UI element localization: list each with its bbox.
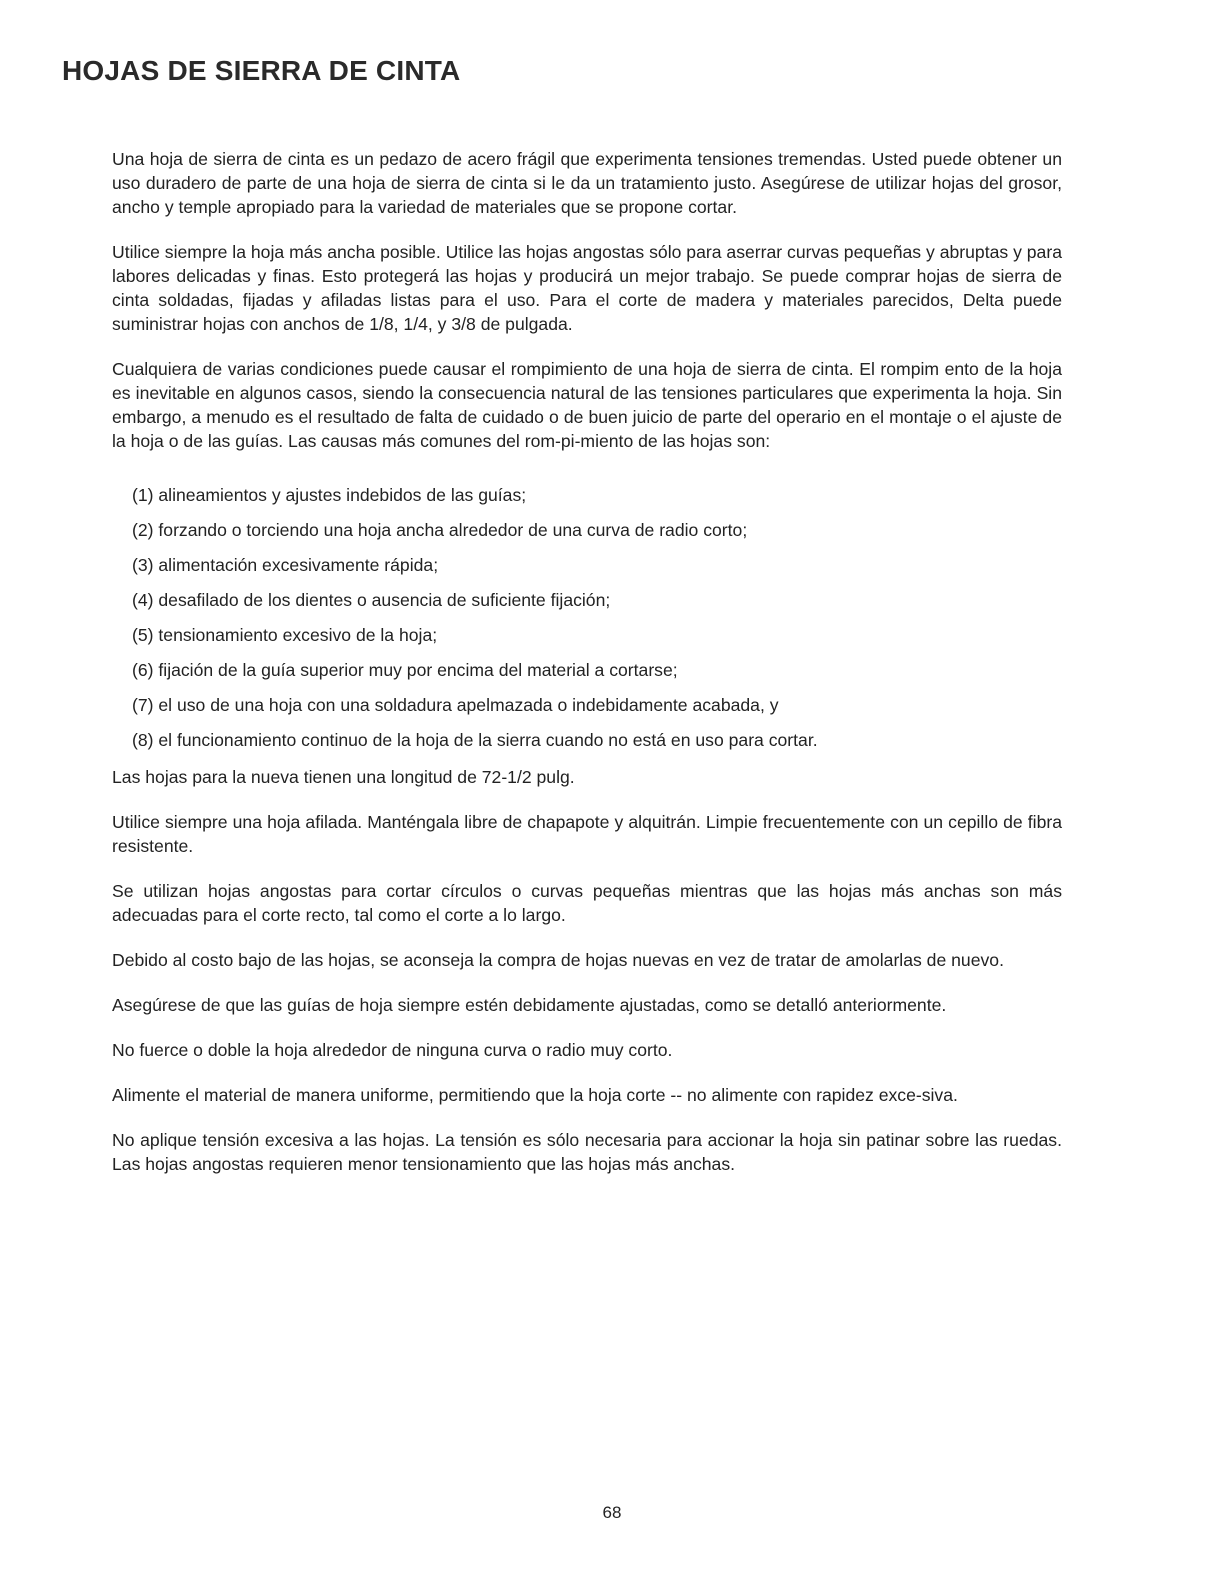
paragraph-intro-3: Cualquiera de varias condiciones puede causar el rompimiento de una hoja de sierra de cinta. El rompim ento de la hoja es inevitable en algunos casos, siendo la consecuencia natural de las tensiones particulares que experimenta la hoja. Sin embargo, a menudo es el resultado de falta de cuidado o de buen juicio de parte del operario en el montaje o el ajuste de la hoja o de las guías. Las causas más comunes del rom-pi-miento de las hojas son: [112, 359, 1062, 451]
cause-item: (7) el uso de una hoja con una soldadura apelmazada o indebidamente acabada, y [132, 695, 779, 715]
paragraph-blade-length: Las hojas para la nueva tienen una longitud de 72-1/2 pulg. [112, 767, 575, 787]
cause-item: (3) alimentación excesivamente rápida; [132, 555, 439, 575]
cause-item: (2) forzando o torciendo una hoja ancha alrededor de una curva de radio corto; [132, 520, 748, 540]
paragraph-feed: Alimente el material de manera uniforme, permitiendo que la hoja corte -- no alimente con rapidez exce-siva. [112, 1085, 958, 1105]
cause-item: (8) el funcionamiento continuo de la hoja de la sierra cuando no está en uso para cortar. [132, 730, 818, 750]
cause-item: (5) tensionamiento excesivo de la hoja; [132, 625, 438, 645]
paragraph-sharp-blade: Utilice siempre una hoja afilada. Manténgala libre de chapapote y alquitrán. Limpie frecuentemente con un cepillo de fibra resistente. [112, 812, 1062, 856]
causes-list [132, 483, 1062, 752]
paragraph-guides: Asegúrese de que las guías de hoja siempre estén debidamente ajustadas, como se detalló anteriormente. [112, 995, 947, 1015]
cause-item: (4) desafilado de los dientes o ausencia de suficiente fijación; [132, 590, 611, 610]
body-content [112, 147, 1062, 1197]
paragraph-intro-2: Utilice siempre la hoja más ancha posible. Utilice las hojas angostas sólo para aserrar curvas pequeñas y abruptas y para labores delicadas y finas. Esto protegerá las hojas y producirá un mejor trabajo. Se puede comprar hojas de sierra de cinta soldadas, fijadas y afiladas listas para el uso. Para el corte de madera y materiales parecidos, Delta puede suministrar hojas con anchos de 1/8, 1/4, y 3/8 de pulgada. [112, 242, 1062, 334]
cause-item: (6) fijación de la guía superior muy por encima del material a cortarse; [132, 660, 678, 680]
page-title: HOJAS DE SIERRA DE CINTA [62, 55, 461, 86]
paragraph-intro-1: Una hoja de sierra de cinta es un pedazo de acero frágil que experimenta tensiones tremendas. Usted puede obtener un uso duradero de parte de una hoja de sierra de cinta si le da un tratamiento justo. Asegúrese de utilizar hojas del grosor, ancho y temple apropiado para la variedad de materiales que se propone cortar. [112, 149, 1062, 217]
paragraph-tension: No aplique tensión excesiva a las hojas. La tensión es sólo necesaria para accionar la hoja sin patinar sobre las ruedas. Las hojas angostas requieren menor tensionamiento que las hojas más anchas. [112, 1130, 1062, 1174]
page-number: 68 [602, 1503, 622, 1522]
paragraph-cost: Debido al costo bajo de las hojas, se aconseja la compra de hojas nuevas en vez de tratar de amolarlas de nuevo. [112, 950, 1004, 970]
paragraph-no-force: No fuerce o doble la hoja alrededor de ninguna curva o radio muy corto. [112, 1040, 673, 1060]
paragraph-narrow-blades: Se utilizan hojas angostas para cortar círculos o curvas pequeñas mientras que las hojas más anchas son más adecuadas para el corte recto, tal como el corte a lo largo. [112, 881, 1062, 925]
cause-item: (1) alineamientos y ajustes indebidos de las guías; [132, 485, 527, 505]
